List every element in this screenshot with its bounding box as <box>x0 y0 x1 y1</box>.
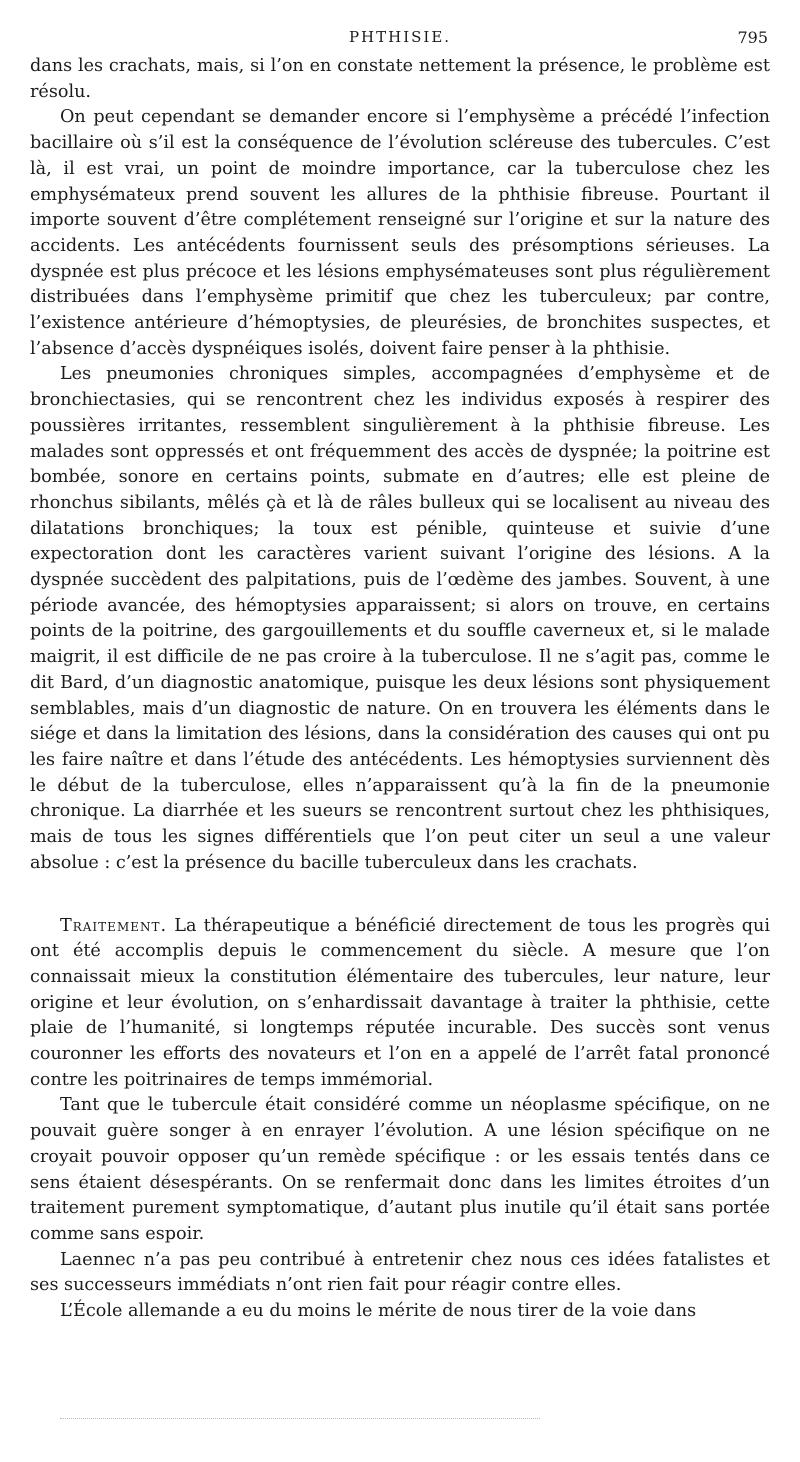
section-spacer <box>30 877 770 914</box>
paragraph-laennec: Laennec n’a pas peu contribué à entretenir chez nous ces idées fatalistes et ses successeurs immédiats n’ont rien fait pour réagir contre elles. <box>30 1249 770 1296</box>
paragraph-emphyseme: On peut cependant se demander encore si l’emphysème a précédé l’infection bacillaire où s’il est la conséquence de l’évolution scléreuse des tubercules. C’est là, il est vrai, un point de moindre importance, car la tuberculose chez les emphysémateux prend souvent les allures de la phthisie fibreuse. Pourtant il importe souvent d’être complétement renseigné sur l’origine et sur la nature des accidents. Les antécédents fournissent seuls des présomptions sérieuses. La dyspnée est plus précoce et les lésions emphysémateuses sont plus régulièrement distribuées dans l’emphysème primitif que chez les tuberculeux; par contre, l’existence antérieure d’hémoptysies, de pleurésies, de bronchites suspectes, et l’absence d’accès dyspnéiques isolés, doivent faire penser à la phthisie. <box>30 107 770 359</box>
body-text <box>30 54 770 1325</box>
section-label-traitement: Traitement. <box>60 915 168 936</box>
book-page <box>30 28 770 1325</box>
footer-dotted-rule <box>60 1418 540 1419</box>
paragraph-pneumonies: Les pneumonies chroniques simples, accompagnées d’emphysème et de bronchiectasies, qui se rencontrent chez les individus exposés à respirer des poussières irritantes, ressemblent singulièrement à la phthisie fibreuse. Les malades sont oppressés et ont fréquemment des accès de dyspnée; la poitrine est bombée, sonore en certains points, submate en d’autres; elle est pleine de rhonchus sibilants, mêlés çà et là de râles bulleux qui se localisent au niveau des dilatations bronchiques; la toux est pénible, quinteuse et suivie d’une expectoration dont les caractères varient suivant l’origine des lésions. A la dyspnée succèdent des palpitations, puis de l’œdème des jambes. Souvent, à une période avancée, des hémoptysies apparaissent; si alors on trouve, en certains points de la poitrine, des gargouillements et du souffle caverneux et, si le malade maigrit, il est difficile de ne pas croire à la tuberculose. Il ne s’agit pas, comme le dit Bard, d’un diagnostic anatomique, puisque les deux lésions sont physiquement semblables, mais d’un diagnostic de nature. On en trouvera les éléments dans le siége et dans la limitation des lésions, dans la considération des causes qui ont pu les faire naître et dans l’étude des antécédents. Les hémoptysies surviennent dès le début de la tuberculose, elles n’apparaissent qu’à la fin de la pneumonie chronique. La diarrhée et les sueurs se rencontrent surtout chez les phthisiques, mais de tous les signes différentiels que l’on peut citer un seul a une valeur absolue : c’est la présence du bacille tuberculeux dans les crachats. <box>30 364 770 873</box>
page-header <box>30 28 770 54</box>
paragraph-continuation: dans les crachats, mais, si l’on en constate nettement la présence, le problème est résolu. <box>30 56 770 102</box>
paragraph-tubercule: Tant que le tubercule était considéré comme un néoplasme spécifique, on ne pouvait guère songer à en enrayer l’évolution. A une lésion spécifique on ne croyait pouvoir opposer qu’un remède spécifique : or les essais tentés dans ce sens étaient désespérants. On se renfermait donc dans les limites étroites d’un traitement purement symptomatique, d’autant plus inutile qu’il était sans portée comme sans espoir. <box>30 1095 770 1244</box>
page-number: 795 <box>737 28 768 47</box>
traitement-text: La thérapeutique a bénéficié directement de tous les progrès qui ont été accomplis depuis le commencement du siècle. A mesure que l’on connaissait mieux la constitution élémentaire des tubercules, leur nature, leur origine et leur évolution, on s’enhardissait davantage à traiter la phthisie, cette plaie de l’humanité, si longtemps réputée incurable. Des succès sont venus couronner les efforts des novateurs et l’on en a appelé de l’arrêt fatal prononcé contre les poitrinaires de temps immémorial. <box>30 915 770 1090</box>
paragraph-ecole-allemande: L’École allemande a eu du moins le mérite de nous tirer de la voie dans <box>60 1301 697 1322</box>
running-title: PHTHISIE. <box>348 28 452 46</box>
paragraph-traitement <box>30 914 770 1094</box>
